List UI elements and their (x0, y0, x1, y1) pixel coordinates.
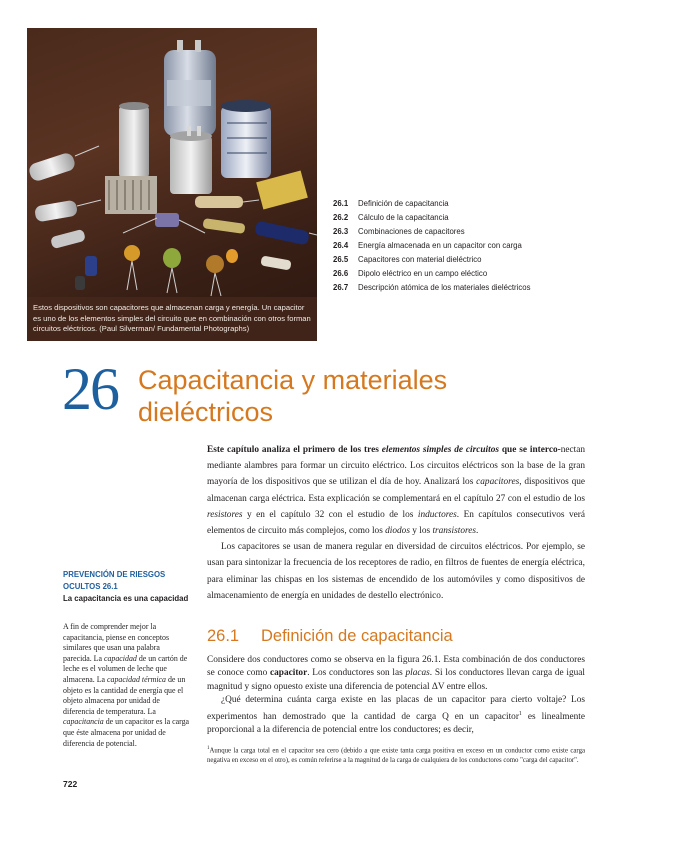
contents-item-label: Descripción atómica de los materiales dieléctricos (358, 283, 531, 292)
contents-item-number: 26.2 (333, 213, 349, 222)
contents-item-label: Energía almacenada en un capacitor con carga (358, 241, 522, 250)
sidebar-body (63, 622, 190, 749)
contents-item-label: Dipolo eléctrico en un campo eléctico (358, 269, 488, 278)
contents-item-label: Definición de capacitancia (358, 199, 449, 208)
section-text (207, 654, 585, 738)
intro-term: inductores (417, 509, 457, 520)
sidebar-term: capacidad (103, 653, 137, 663)
section-paragraph (207, 654, 585, 694)
chapter-title: Capacitancia y materiales dieléctricos (138, 365, 448, 427)
intro-text-run: y en el capítulo 32 con el estudio de los (242, 509, 418, 520)
contents-item-label: Cálculo de la capacitancia (358, 213, 449, 222)
section-text-run: es linealmente proporcional a la diferencia de potencial entre los conductores; es decir, (207, 711, 586, 736)
sidebar-text-run: de un objeto es la cantidad de energía que el objeto almacena por unidad de diferencia de temperatura. La (63, 674, 186, 716)
contents-item-label: Capacitores con material dieléctrico (358, 255, 482, 264)
section-title: Definición de capacitancia (261, 627, 453, 645)
contents-item-number: 26.1 (333, 199, 349, 208)
intro-paragraph (207, 442, 585, 539)
intro-text-run: . En capítulos consecutivos verá elementos de circuito más complejos, como los (207, 509, 585, 537)
contents-item-number: 26.5 (333, 255, 349, 264)
intro-term: resistores (207, 509, 243, 520)
capacitors-photo (27, 28, 317, 341)
intro-text-run: y los (409, 526, 433, 537)
section-heading (207, 625, 453, 647)
contents-item-number: 26.6 (333, 269, 349, 278)
contents-item-number: 26.3 (333, 227, 349, 236)
contents-item (333, 239, 530, 253)
section-term: capacitor (270, 668, 308, 679)
section-number: 26.1 (207, 627, 240, 645)
section-text-run: Considere dos conductores como se observa en la figura 26.1. Esta combinación de dos conductores se conoce como (207, 655, 585, 679)
intro-text-run: nectan mediante alambres para formar un circuito eléctrico. Los circuitos eléctricos son la base de la gran mayoría de los dispositivos que se utilizan el día de hoy. Analizará los (207, 445, 585, 488)
sidebar-title: PREVENCIÓN DE RIESGOS OCULTOS 26.1 (63, 570, 166, 591)
intro-paragraph: Los capacitores se usan de manera regular en diversidad de circuitos eléctricos. Por ejemplo, se usan para sintonizar la frecuencia de los receptores de radio, en filtros de fuentes de energía eléctrica, para eliminar las chispas en los sistemas de encendido de los automóviles y como dispositivos de almacenamiento de energía en unidades de destello electrónico. (207, 542, 585, 601)
footnote-mark: 1 (207, 746, 210, 751)
sidebar-subtitle: La capacitancia es una capacidad (63, 594, 189, 603)
sidebar-text-run: de un cartón de leche es el volumen de leche que almacena. La (63, 653, 188, 684)
sidebar-term: capacitancia (63, 717, 104, 727)
footnote (207, 744, 585, 767)
contents-item (333, 197, 530, 211)
chapter-number: 26 (62, 356, 118, 422)
chapter-contents (333, 197, 530, 295)
intro-emphasis: elementos simples de circuitos (381, 445, 499, 455)
contents-item-number: 26.4 (333, 241, 349, 250)
intro-term: diodos (385, 526, 410, 537)
page-number: 722 (63, 779, 78, 789)
section-paragraph (207, 694, 585, 737)
contents-item-label: Combinaciones de capacitores (358, 227, 465, 236)
section-text-run: . Si los conductores llevan carga de igual magnitud y signo opuesto existe una diferencia de potencial ΔV entre ellos. (207, 668, 586, 692)
section-term: placas (405, 668, 430, 679)
contents-item (333, 281, 530, 295)
footnote-text: Aunque la carga total en el capacitor sea cero (debido a que existe tanta carga positiva en exceso en un conductor como existe carga negativa en exceso en el otro), es común referirse a la magnitud de la carga de cualquiera de los conductores como "carga del capacitor". (207, 747, 585, 765)
contents-item (333, 253, 530, 267)
sidebar-text-run: de un capacitor es la carga que éste almacena por unidad de diferencia de potencial. (63, 717, 190, 748)
intro-lead: Este capítulo analiza el primero de los tres (207, 445, 382, 455)
intro-text-run: . (476, 526, 479, 537)
contents-item-number: 26.7 (333, 283, 349, 292)
intro-text (207, 442, 585, 604)
intro-text-run: , dispositivos que almacenan carga eléctrica. Esta explicación se complementará en el capítulo 27 con el estudio de los (207, 477, 585, 504)
contents-item (333, 211, 530, 225)
intro-term: capacitores (476, 477, 520, 488)
contents-item (333, 225, 530, 239)
footnote-ref[interactable]: 1 (518, 710, 522, 717)
sidebar-text-run: A fin de comprender mejor la capacitancia, piense en conceptos similares que usan una palabra parecida. La (63, 622, 170, 663)
intro-term: transistores (432, 526, 477, 537)
capacitors-illustration (27, 28, 317, 341)
section-text-run: ¿Qué determina cuánta carga existe en las placas de un capacitor para cierto voltaje? Los experimentos han demostrado que la cantidad de carga Q en un capacitor (207, 695, 585, 722)
contents-item (333, 267, 530, 281)
intro-lead-end: que se interco- (498, 445, 561, 455)
section-text-run: . Los conductores son las (307, 668, 406, 679)
photo-caption: Estos dispositivos son capacitores que almacenan carga y energía. Un capacitor es uno de los elementos simples del circuito que en combinación con otros forman circuitos eléctricos. (Paul Silverman/ Fundamental Photographs) (27, 297, 317, 341)
sidebar-term: capacidad térmica (107, 674, 166, 684)
